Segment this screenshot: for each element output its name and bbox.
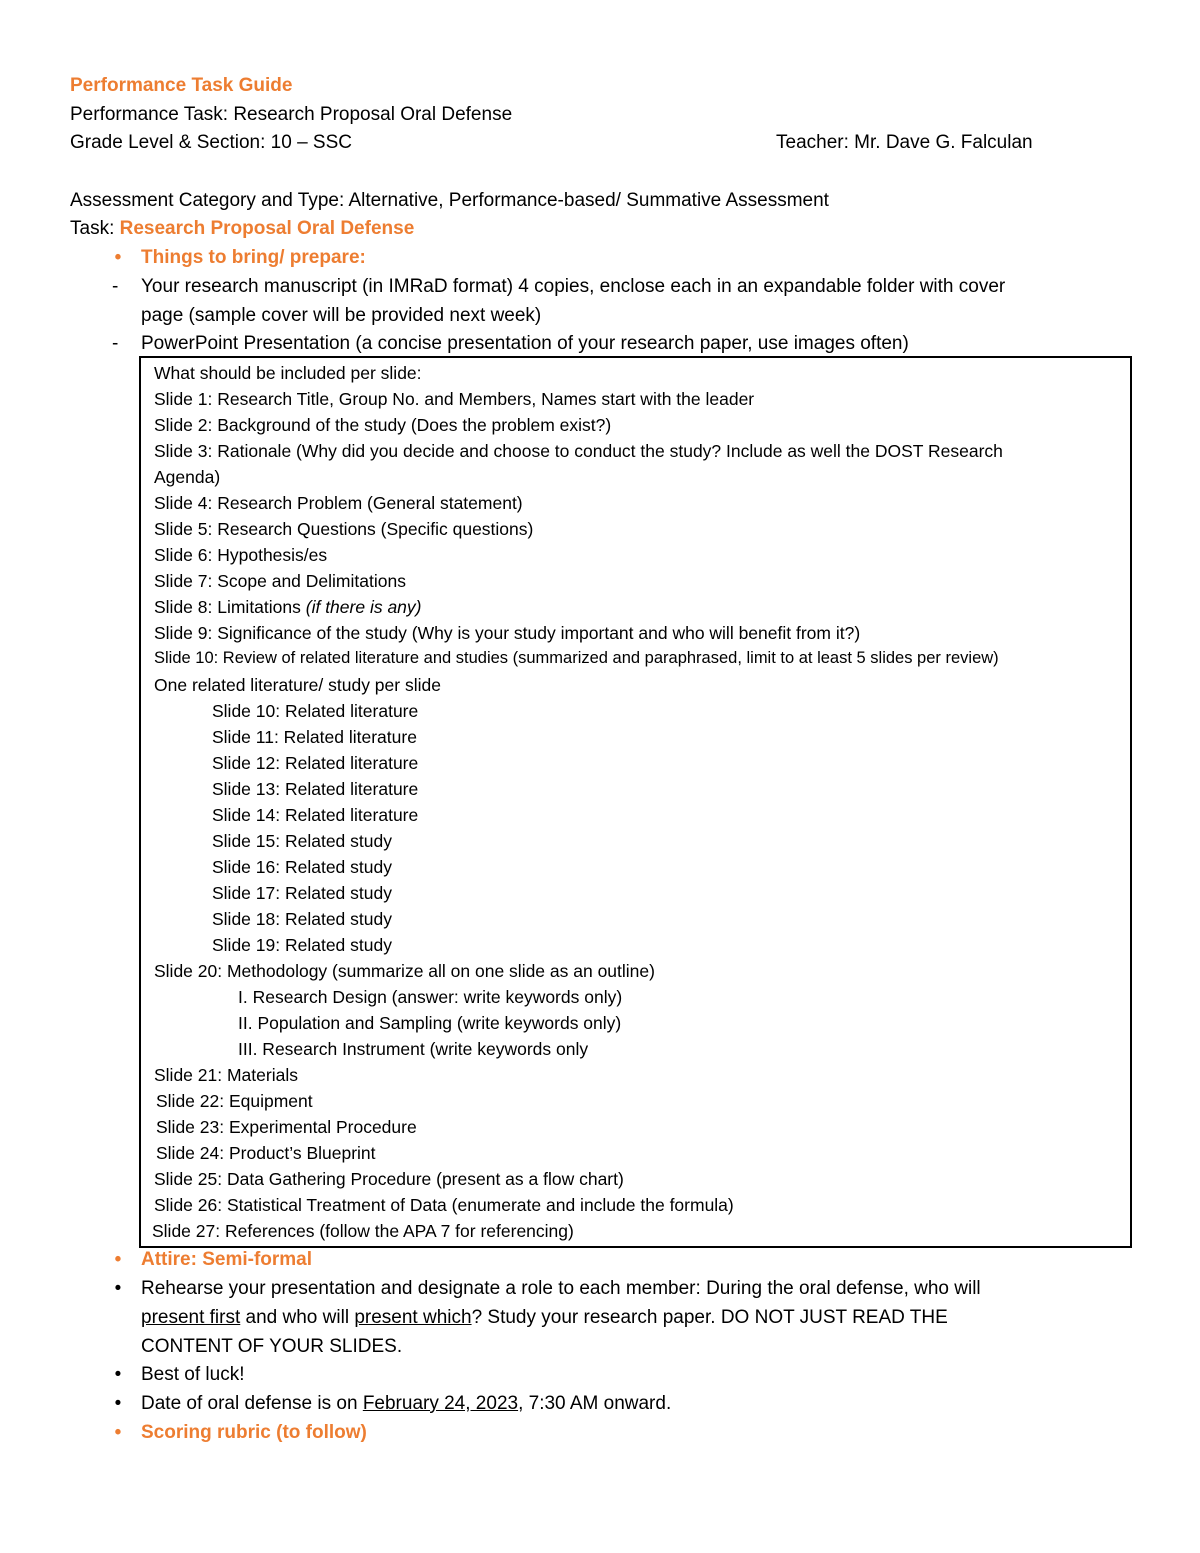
task-value: Research Proposal Oral Defense	[119, 218, 415, 239]
slide-8-note: (if there is any)	[305, 597, 422, 617]
slide-4: Slide 4: Research Problem (General statement)	[154, 493, 523, 513]
rehearse-connector: and who will	[240, 1307, 355, 1328]
method-1: I. Research Design (answer: write keywords only)	[238, 987, 623, 1007]
slide-21: Slide 21: Materials	[154, 1065, 298, 1085]
slides-box	[139, 356, 1132, 1248]
slide-7: Slide 7: Scope and Delimitations	[154, 571, 406, 591]
assessment-category: Assessment Category and Type: Alternative, Performance-based/ Summative Assessment	[70, 190, 829, 211]
date-prefix: Date of oral defense is on	[141, 1393, 363, 1414]
sub-slide-14: Slide 14: Related literature	[212, 805, 419, 825]
best-of-luck: Best of luck!	[141, 1364, 245, 1385]
sub-slide-15: Slide 15: Related study	[212, 831, 392, 851]
bullet-marker: •	[114, 1364, 122, 1385]
sub-slide-16: Slide 16: Related study	[212, 857, 392, 877]
date-suffix: , 7:30 AM onward.	[518, 1393, 672, 1414]
prepare-heading: Things to bring/ prepare:	[141, 247, 366, 268]
slide-3-line-2: Agenda)	[154, 467, 221, 487]
slide-24: Slide 24: Product’s Blueprint	[156, 1143, 376, 1163]
attire-line: Attire: Semi-formal	[141, 1249, 313, 1270]
sub-slide-13: Slide 13: Related literature	[212, 779, 419, 799]
slide-9: Slide 9: Significance of the study (Why is your study important and who will benefit from it?)	[154, 623, 861, 643]
defense-date: February 24, 2023	[362, 1393, 519, 1414]
dash-marker: -	[112, 333, 119, 354]
slide-8	[154, 597, 421, 618]
rehearse-line-2	[141, 1307, 948, 1329]
task-line: Performance Task: Research Proposal Oral Defense	[70, 104, 513, 125]
present-first-underlined: present first	[141, 1307, 241, 1328]
present-which-underlined: present which	[354, 1307, 472, 1328]
task-label: Task:	[70, 218, 120, 239]
slide-22: Slide 22: Equipment	[156, 1091, 313, 1111]
bullet-marker: •	[114, 1422, 122, 1443]
sub-slide-12: Slide 12: Related literature	[212, 753, 419, 773]
method-2: II. Population and Sampling (write keywords only)	[238, 1013, 622, 1033]
rehearse-line-3: CONTENT OF YOUR SLIDES.	[141, 1336, 403, 1357]
dash-marker: -	[112, 276, 119, 297]
manuscript-line-2: page (sample cover will be provided next week)	[141, 305, 542, 326]
slide-10: Slide 10: Review of related literature and studies (summarized and paraphrased, limit to at least 5 slides per review)	[154, 649, 999, 667]
manuscript-line-1: Your research manuscript (in IMRaD format) 4 copies, enclose each in an expandable folder with cover	[141, 276, 1006, 297]
slides-intro: What should be included per slide:	[154, 363, 422, 383]
one-per-slide-note: One related literature/ study per slide	[154, 675, 441, 695]
grade-line: Grade Level & Section: 10 – SSC	[70, 132, 352, 153]
rehearse-tail: ? Study your research paper. DO NOT JUST READ THE	[471, 1307, 948, 1328]
bullet-marker: •	[114, 247, 122, 268]
guide-title: Performance Task Guide	[70, 75, 293, 96]
slide-23: Slide 23: Experimental Procedure	[156, 1117, 417, 1137]
slide-25: Slide 25: Data Gathering Procedure (present as a flow chart)	[154, 1169, 624, 1189]
slide-2: Slide 2: Background of the study (Does the problem exist?)	[154, 415, 612, 435]
task-heading	[70, 218, 414, 240]
slide-1: Slide 1: Research Title, Group No. and Members, Names start with the leader	[154, 389, 755, 409]
slide-5: Slide 5: Research Questions (Specific questions)	[154, 519, 534, 539]
sub-slide-10: Slide 10: Related literature	[212, 701, 419, 721]
slide-6: Slide 6: Hypothesis/es	[154, 545, 328, 565]
rehearse-line-1: Rehearse your presentation and designate a role to each member: During the oral defense, who will	[141, 1278, 981, 1299]
sub-slide-19: Slide 19: Related study	[212, 935, 392, 955]
slide-27: Slide 27: References (follow the APA 7 for referencing)	[152, 1221, 574, 1241]
bullet-marker: •	[114, 1278, 122, 1299]
scoring-rubric-line: Scoring rubric (to follow)	[141, 1422, 367, 1443]
slide-3-line-1: Slide 3: Rationale (Why did you decide and choose to conduct the study? Include as well the DOST Research	[154, 441, 1003, 461]
defense-date-line	[141, 1393, 671, 1415]
method-3: III. Research Instrument (write keywords only	[238, 1039, 589, 1059]
sub-slide-18: Slide 18: Related study	[212, 909, 392, 929]
slide-26: Slide 26: Statistical Treatment of Data (enumerate and include the formula)	[154, 1195, 734, 1215]
bullet-marker: •	[114, 1249, 122, 1270]
slide-8-label: Slide 8: Limitations	[154, 597, 306, 617]
teacher-line: Teacher: Mr. Dave G. Falculan	[776, 132, 1033, 153]
slide-20: Slide 20: Methodology (summarize all on one slide as an outline)	[154, 961, 655, 981]
sub-slide-11: Slide 11: Related literature	[212, 727, 417, 747]
sub-slide-17: Slide 17: Related study	[212, 883, 392, 903]
bullet-marker: •	[114, 1393, 122, 1414]
powerpoint-line: PowerPoint Presentation (a concise presentation of your research paper, use images often)	[141, 333, 909, 354]
